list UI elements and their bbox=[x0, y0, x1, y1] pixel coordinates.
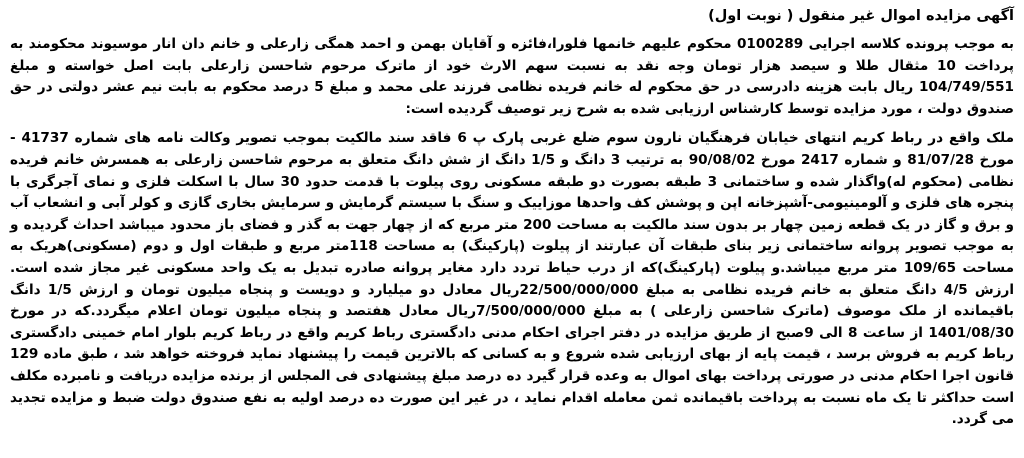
notice-title: آگهی مزایده اموال غیر منقول ( نوبت اول) bbox=[708, 8, 1014, 24]
notice-paragraph-property: ملک واقع در رباط کریم انتهای خیابان فرهنگیان نارون سوم ضلع غربی پارک پ 6 فاقد سند مالکیت بموجب تصویر وکالت نامه های شماره 41737 - مورخ 81/07/28 و شماره 2417 مورخ 90/08/02 به ترتیب 3 دانگ و 1/5 دانگ از شش دانگ متعلق به مرحوم شاحسن زارعلی به همسرش خانم فریده نظامی (محکوم له)واگذار شده و ساختمانی 3 طبقه بصورت دو طبقه مسکونی روی پیلوت با قدمت حدود 30 سال با اسکلت فلزی و نمای آجرگری با پنجره های فلزی و آلومینیومی-آشپزخانه اپن و پوشش کف واحدها موزاییک و سنگ با سیستم گرمایش و سرمایش بخاری گازی و کولر آبی و انشعاب آب و برق و گاز در یک قطعه زمین چهار بر بدون سند مالکیت به مساحت 200 متر مربع که از چهار جهت به گذر و فضای باز محدود میباشد احداث گردیده و به موجب تصویر پروانه ساختمانی زیر بنای طبقات آن عبارتند از پیلوت (پارکینگ) به مساحت 118متر مربع و طبقات اول و دوم (مسکونی)هریک به مساحت 109/65 متر مربع میباشد.و پیلوت (پارکینگ)که از درب حیاط تردد دارد مغایر پروانه صادره تبدیل به یک واحد مسکونی غیر مجاز شده است. ارزش 4/5 دانگ متعلق به خانم فریده نظامی به مبلغ 22/500/000/000ریال معادل دو میلیارد و دویست و پنجاه میلیون تومان و ارزش 1/5 دانگ باقیمانده از ملک موصوف (ماترک شاحسن زارعلی ) به مبلغ 7/500/000/000ریال معادل هفتصد و پنجاه میلیون تومان اعلام میگردد.که در مورخ 1401/08/30 از ساعت 8 الی 9صبح از طریق مزایده در دفتر اجرای احکام مدنی دادگستری رباط کریم واقع در رباط کریم بلوار امام خمینی دادگستری رباط کریم به فروش برسد ، قیمت پایه از بهای ارزیابی شده شروع و به کسانی که بالاترین قیمت را پیشنهاد نماید فروخته خواهد شد ، طبق ماده 129 قانون اجرا احکام مدنی در صورتی پرداخت بهای اموال به وعده قرار گیرد ده درصد مبلغ پیشنهادی فی المجلس از برنده مزایده دریافت و نامبرده مکلف است حداکثر تا یک ماه نسبت به پرداخت باقیمانده ثمن معامله اقدام نماید ، در غیر این صورت ده درصد اولیه به نفع صندوق دولت ضبط و مزایده تجدید می گردد. bbox=[10, 130, 1015, 428]
notice-paragraph-intro: به موجب پرونده کلاسه اجرایی 0100289 محکوم علیهم خانمها فلورا،فائزه و آقایان بهمن و احمد همگی زارعلی و خانم دان انار موسیوند محکومند به پرداخت 10 مثقال طلا و سیصد هزار تومان وجه نقد به نسبت سهم الارث خود از ماترک مرحوم شاحسن زارعلی بابت اصل خواسته و مبلغ 104/749/551 ریال بابت هزینه دادرسی در حق محکوم له خانم فریده نظامی فرزند علی محمد و مبلغ 5 درصد محکوم به بابت نیم عشر دولتی در حق صندوق دولت ، مورد مزایده توسط کارشناس ارزیابی شده به شرح زیر توصیف گردیده است: bbox=[10, 36, 1014, 117]
